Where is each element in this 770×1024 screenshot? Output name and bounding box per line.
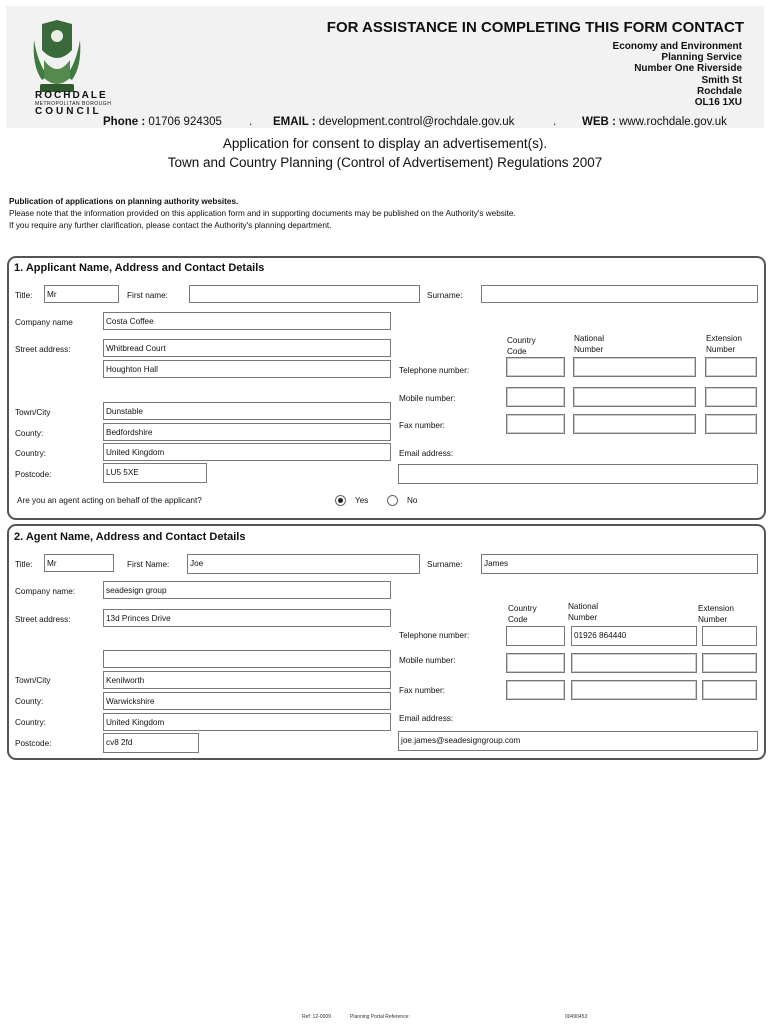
phone-value: 01706 924305 [148,116,222,128]
street-label: Street address: [15,345,71,354]
web-label: WEB : [582,116,616,128]
telephone-country-code-input[interactable] [506,626,565,646]
telephone-national-input[interactable] [573,357,696,377]
first-name-input[interactable]: Joe [187,554,420,574]
title-label: Title: [15,291,33,300]
agent-question: Are you an agent acting on behalf of the applicant? [17,496,202,505]
section-title: 1. Applicant Name, Address and Contact Details [14,262,265,274]
planning-address [613,41,742,108]
postcode-input[interactable]: LU5 5XE [103,463,207,483]
address-line: Smith St [701,74,742,86]
council-crest-icon [32,20,82,96]
street-line1-input[interactable]: Whitbread Court [103,339,391,357]
county-input[interactable]: Bedfordshire [103,423,391,441]
footer-portal-label: Planning Portal Reference: [350,1014,410,1020]
mobile-extension-input[interactable] [702,653,757,673]
country-code-label: Country Code [508,604,537,624]
telephone-label: Telephone number: [399,366,470,375]
separator: . [249,116,253,128]
mobile-national-input[interactable] [573,387,696,407]
contact-header [6,6,764,128]
email-input[interactable]: joe.james@seadesigngroup.com [398,731,758,751]
national-number-label: National Number [574,334,605,354]
title-input[interactable]: Mr [44,285,119,303]
country-code-label: Country Code [507,336,536,356]
publication-clarification: If you require any further clarification, please contact the Authority's planning department. [9,221,332,230]
fax-extension-input[interactable] [702,680,757,700]
no-label: No [407,496,418,505]
mobile-country-code-input[interactable] [506,387,565,407]
council-name-line2: METROPOLITAN BOROUGH [35,101,112,107]
council-name-line1: ROCHDALE [35,90,108,101]
telephone-label: Telephone number: [399,631,470,640]
address-line: Economy and Environment [612,41,742,52]
mobile-country-code-input[interactable] [506,653,565,673]
surname-input[interactable] [481,285,758,303]
fax-label: Fax number: [399,421,445,430]
postcode-label: Postcode: [15,739,52,748]
fax-country-code-input[interactable] [506,680,565,700]
company-input[interactable]: Costa Coffee [103,312,391,330]
publication-heading: Publication of applications on planning authority websites. [9,197,239,206]
radio-selected-dot [338,498,343,503]
web-value[interactable]: www.rochdale.gov.uk [619,116,727,128]
surname-label: Surname: [427,291,463,300]
street-line2-input[interactable]: Houghton Hall [103,360,391,378]
surname-input[interactable]: James [481,554,758,574]
extension-label: Extension Number [698,604,734,624]
email-label: EMAIL : [273,116,316,128]
first-name-input[interactable] [189,285,420,303]
postcode-label: Postcode: [15,470,52,479]
street-label: Street address: [15,615,71,624]
council-name-line3: COUNCIL [35,106,102,117]
street-line2-input[interactable] [103,650,391,668]
form-title: Application for consent to display an advertisement(s). [222,136,548,151]
section-title: 2. Agent Name, Address and Contact Details [14,531,246,543]
title-label: Title: [15,560,33,569]
mobile-label: Mobile number: [399,656,456,665]
address-line: Number One Riverside [634,63,742,75]
agent-section [7,524,766,760]
agent-yes-radio[interactable] [335,495,346,506]
applicant-section [7,256,766,520]
street-line1-input[interactable]: 13d Princes Drive [103,609,391,627]
fax-label: Fax number: [399,686,445,695]
town-input[interactable]: Kenilworth [103,671,391,689]
postcode-input[interactable]: cv8 2fd [103,733,199,753]
separator: . [553,116,557,128]
fax-country-code-input[interactable] [506,414,565,434]
country-input[interactable]: United Kingdom [103,443,391,461]
telephone-extension-input[interactable] [702,626,757,646]
agent-no-radio[interactable] [387,495,398,506]
email-input[interactable] [398,464,758,484]
company-input[interactable]: seadesign group [103,581,391,599]
company-label: Company name: [15,587,76,596]
address-line: Rochdale [696,85,742,97]
town-label: Town/City [15,408,51,417]
mobile-national-input[interactable] [571,653,697,673]
town-input[interactable]: Dunstable [103,402,391,420]
country-input[interactable]: United Kingdom [103,713,391,731]
national-number-label: National Number [568,602,599,622]
publication-note: Please note that the information provided on this application form and in supporting documents may be published on the Authority's website. [9,209,516,218]
email-label: Email address: [399,449,454,458]
country-label: Country: [15,718,46,727]
footer-portal-value: 00490453 [565,1014,588,1020]
fax-national-input[interactable] [571,680,697,700]
phone-contact [103,116,222,128]
web-contact [582,116,727,128]
telephone-extension-input[interactable] [705,357,757,377]
surname-label: Surname: [427,560,463,569]
fax-extension-input[interactable] [705,414,757,434]
address-line: Planning Service [661,52,742,64]
email-value[interactable]: development.control@rochdale.gov.uk [318,116,515,128]
mobile-extension-input[interactable] [705,387,757,407]
extension-label: Extension Number [706,334,742,354]
town-label: Town/City [15,676,51,685]
email-label: Email address: [399,714,454,723]
assistance-heading: FOR ASSISTANCE IN COMPLETING THIS FORM CONTACT [326,19,744,36]
telephone-national-input[interactable]: 01926 864440 [571,626,697,646]
county-label: County: [15,429,44,438]
mobile-label: Mobile number: [399,394,456,403]
telephone-country-code-input[interactable] [506,357,565,377]
phone-label: Phone : [103,116,146,128]
first-name-label: First name: [127,291,168,300]
fax-national-input[interactable] [573,414,696,434]
yes-label: Yes [355,496,369,505]
county-label: County: [15,697,44,706]
title-input[interactable]: Mr [44,554,114,572]
form-subtitle: Town and Country Planning (Control of Advertisement) Regulations 2007 [167,155,603,170]
footer-ref: Ref: 12-0009 [302,1014,331,1020]
email-contact [273,116,514,128]
address-line: OL16 1XU [694,97,742,109]
country-label: Country: [15,449,46,458]
company-label: Company name [15,318,73,327]
first-name-label: First Name: [127,560,170,569]
county-input[interactable]: Warwickshire [103,692,391,710]
